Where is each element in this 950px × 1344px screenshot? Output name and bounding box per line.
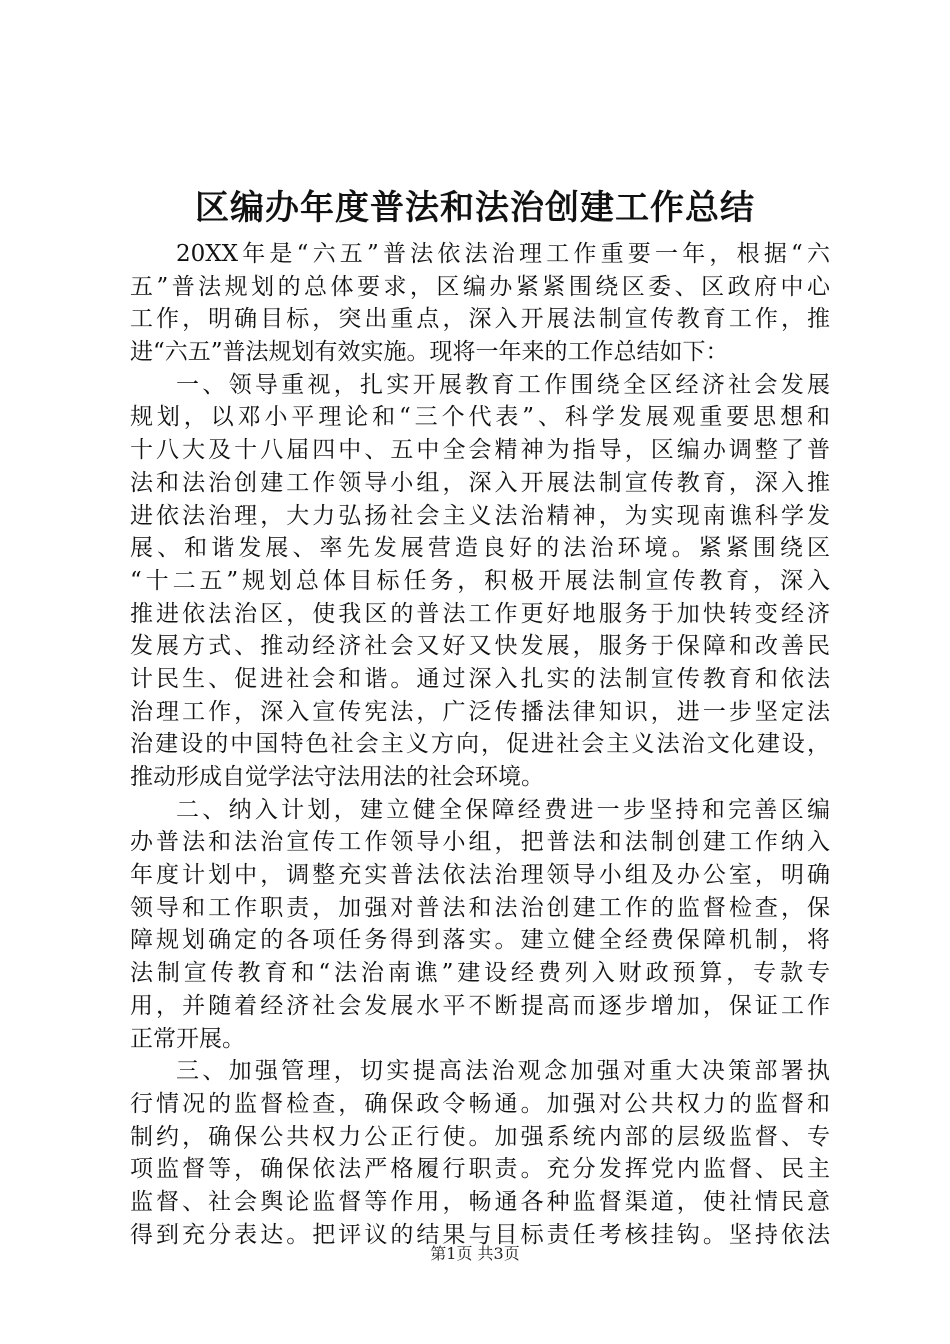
paragraph-2-line: 治理工作，深入宣传宪法，广泛传播法律知识，进一步坚定法 [130, 698, 830, 725]
paragraph-2-line: 展、和谐发展、率先发展营造良好的法治环境。紧紧围绕区 [130, 535, 830, 562]
paragraph-4-line: 项监督等，确保依法严格履行职责。充分发挥党内监督、民主 [130, 1156, 830, 1183]
paragraph-3-line: 年度计划中，调整充实普法依法治理领导小组及办公室，明确 [130, 862, 830, 889]
paragraph-2-line: “十二五”规划总体目标任务，积极开展法制宣传教育，深入 [130, 567, 830, 594]
paragraph-2-line: 规划，以邓小平理论和“三个代表”、科学发展观重要思想和 [130, 404, 830, 431]
paragraph-1-line: 五”普法规划的总体要求，区编办紧紧围绕区委、区政府中心 [130, 273, 830, 300]
document-body [130, 238, 830, 1251]
paragraph-4-line: 制约，确保公共权力公正行使。加强系统内部的层级监督、专 [130, 1123, 830, 1150]
paragraph-3-line: 二、纳入计划，建立健全保障经费进一步坚持和完善区编 [176, 796, 830, 823]
paragraph-4-line: 监督、社会舆论监督等作用，畅通各种监督渠道，使社情民意 [130, 1188, 830, 1215]
paragraph-4-line: 三、加强管理，切实提高法治观念加强对重大决策部署执 [176, 1058, 830, 1085]
paragraph-2-line: 发展方式、推动经济社会又好又快发展，服务于保障和改善民 [130, 633, 830, 660]
paragraph-1-line: 20XX年是“六五”普法依法治理工作重要一年，根据“六 [176, 241, 830, 267]
paragraph-3-line: 正常开展。 [130, 1025, 245, 1052]
page-number: 第1页 共3页 [430, 1244, 520, 1263]
paragraph-1-line: 进“六五”普法规划有效实施。现将一年来的工作总结如下： [130, 339, 729, 366]
paragraph-2-line: 治建设的中国特色社会主义方向，促进社会主义法治文化建设， [130, 731, 830, 758]
paragraph-2-line: 十八大及十八届四中、五中全会精神为指导，区编办调整了普 [130, 437, 830, 464]
paragraph-4-line: 得到充分表达。把评议的结果与目标责任考核挂钩。坚持依法 [130, 1221, 830, 1248]
paragraph-3-line: 用，并随着经济社会发展水平不断提高而逐步增加，保证工作 [130, 992, 830, 1019]
paragraph-3-line: 法制宣传教育和“法治南谯”建设经费列入财政预算，专款专 [130, 960, 830, 987]
paragraph-2-line: 推进依法治区，使我区的普法工作更好地服务于加快转变经济 [130, 600, 830, 627]
paragraph-2-line: 计民生、促进社会和谐。通过深入扎实的法制宣传教育和依法 [130, 665, 830, 692]
paragraph-2-line: 一、领导重视，扎实开展教育工作围绕全区经济社会发展 [176, 371, 830, 398]
paragraph-2-line: 推动形成自觉学法守法用法的社会环境。 [130, 764, 544, 790]
paragraph-2-line: 进依法治理，大力弘扬社会主义法治精神，为实现南谯科学发 [130, 502, 830, 529]
paragraph-3-line: 障规划确定的各项任务得到落实。建立健全经费保障机制，将 [130, 927, 830, 954]
document-title: 区编办年度普法和法治创建工作总结 [195, 188, 755, 228]
paragraph-4-line: 行情况的监督检查，确保政令畅通。加强对公共权力的监督和 [130, 1090, 830, 1117]
paragraph-3-line: 领导和工作职责，加强对普法和法治创建工作的监督检查，保 [130, 894, 830, 921]
paragraph-3-line: 办普法和法治宣传工作领导小组，把普法和法制创建工作纳入 [130, 829, 830, 856]
paragraph-1-line: 工作，明确目标，突出重点，深入开展法制宣传教育工作，推 [130, 306, 830, 333]
paragraph-2-line: 法和法治创建工作领导小组，深入开展法制宣传教育，深入推 [130, 469, 830, 496]
